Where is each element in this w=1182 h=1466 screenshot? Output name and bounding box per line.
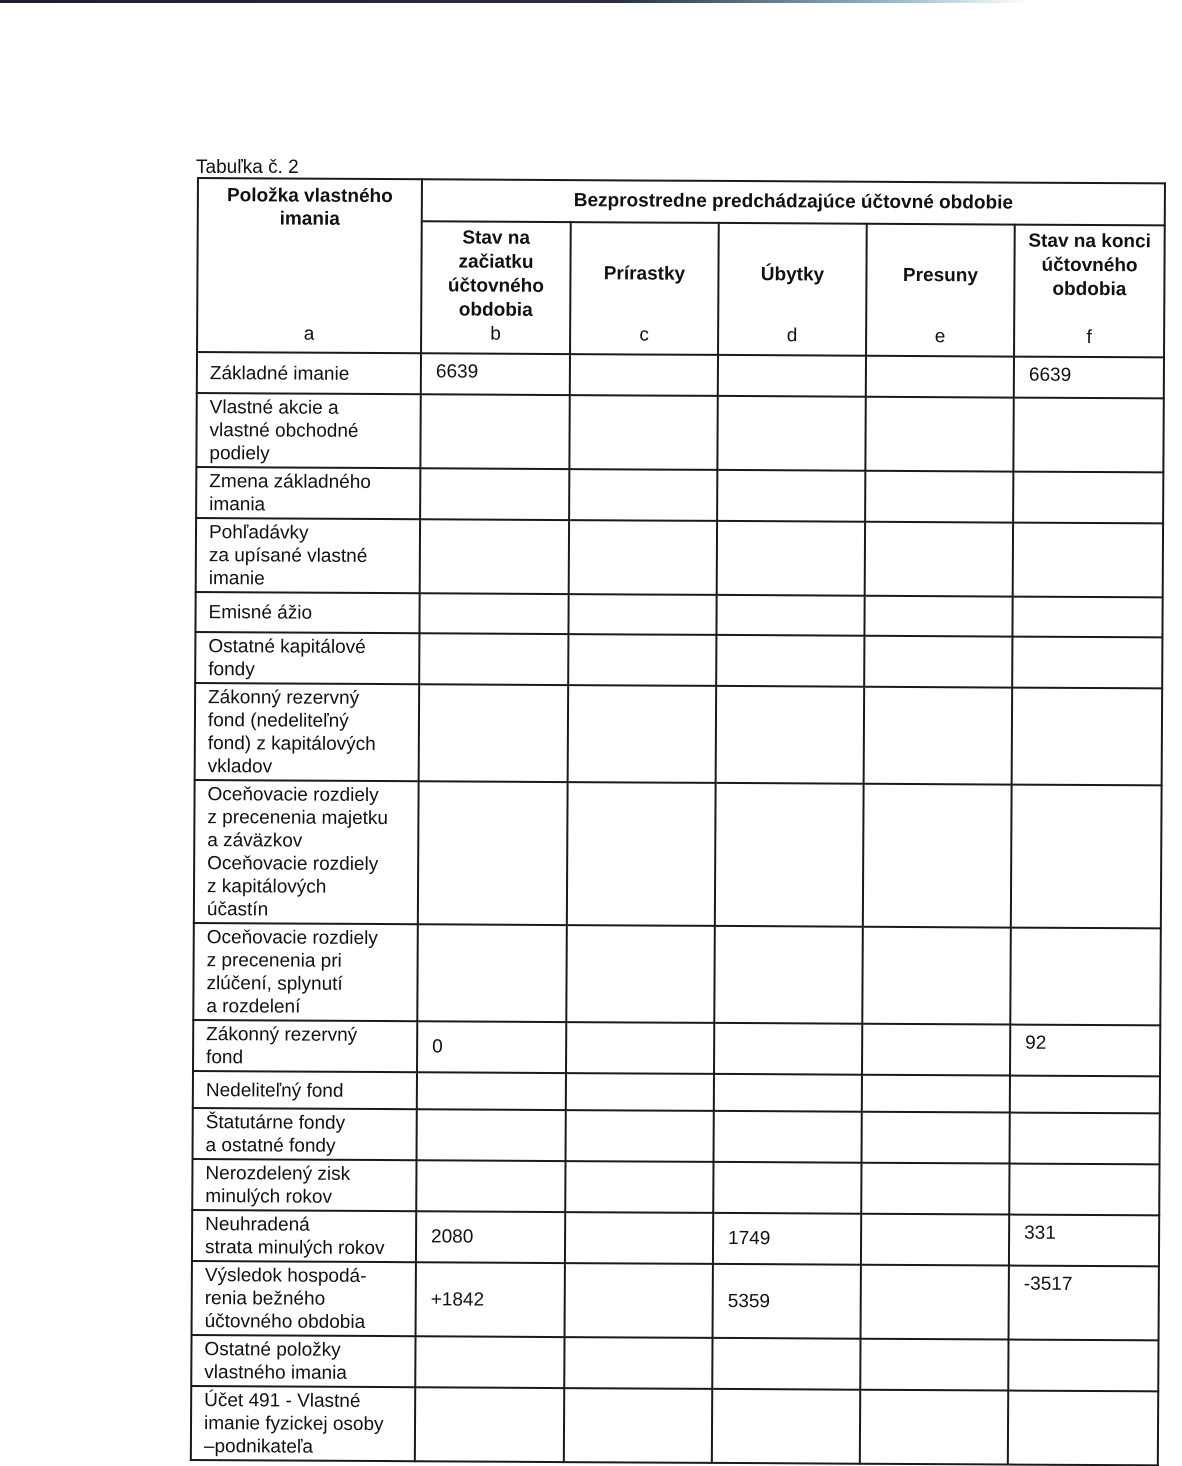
table-row xyxy=(192,1210,1159,1266)
cell-c xyxy=(566,1022,714,1074)
table-row xyxy=(195,683,1163,785)
cell-c xyxy=(565,1212,713,1264)
header-col-d xyxy=(718,223,867,356)
cell-f: 331 xyxy=(1009,1215,1159,1267)
cell-c xyxy=(567,782,716,926)
cell-f: 6639 xyxy=(1014,357,1164,399)
cell-f xyxy=(1008,1391,1158,1466)
row-item-label: Štatutárne fondy a ostatné fondy xyxy=(193,1108,417,1160)
cell-c xyxy=(568,634,716,686)
cell-c xyxy=(566,925,715,1023)
row-item-label: Nedeliteľný fond xyxy=(193,1071,417,1109)
cell-e xyxy=(862,1112,1010,1164)
cell-d: 5359 xyxy=(713,1264,861,1339)
table-row xyxy=(193,1108,1160,1164)
table-row xyxy=(195,592,1162,637)
cell-c xyxy=(568,685,717,783)
table-row xyxy=(195,632,1162,688)
row-item-label: Oceňovacie rozdiely z precenenia pri zlúčení, splynutí a rozdelení xyxy=(193,923,418,1021)
header-col-label: Presuny xyxy=(902,264,979,287)
cell-b xyxy=(415,1387,564,1462)
cell-e xyxy=(862,927,1011,1025)
cell-c xyxy=(568,594,716,635)
header-col-b xyxy=(421,221,571,354)
row-item-label: Neuhradená strata minulých rokov xyxy=(192,1210,416,1262)
column-letter: e xyxy=(934,326,946,348)
cell-c xyxy=(566,1110,714,1162)
cell-b xyxy=(420,394,569,469)
row-item-label: Vlastné akcie a vlastné obchodné podiely xyxy=(196,393,420,468)
table-row xyxy=(193,923,1161,1025)
table-row xyxy=(197,352,1164,398)
cell-f: -3517 xyxy=(1009,1266,1159,1341)
row-item-label: Ostatné položky vlastného imania xyxy=(191,1335,415,1387)
cell-b xyxy=(419,593,568,634)
cell-b xyxy=(417,924,567,1022)
cell-e xyxy=(863,784,1012,928)
cell-c xyxy=(570,354,718,396)
cell-b: 6639 xyxy=(421,353,570,395)
cell-b xyxy=(418,781,568,925)
cell-f xyxy=(1008,1340,1158,1392)
header-item-label: Položka vlastného imania xyxy=(226,185,393,230)
scan-edge xyxy=(0,0,1030,3)
row-item-label: Oceňovacie rozdiely z precenenia majetku a záväzkov Oceňovacie rozdiely z kapitálových účastín xyxy=(194,780,419,924)
cell-d xyxy=(714,926,863,1024)
cell-f xyxy=(1009,1164,1159,1216)
cell-d xyxy=(712,1389,860,1464)
cell-b xyxy=(417,1072,566,1110)
cell-b xyxy=(419,684,569,782)
cell-e xyxy=(865,522,1013,597)
cell-d xyxy=(713,1162,861,1214)
header-col-e xyxy=(866,224,1015,357)
table-row xyxy=(193,1071,1160,1113)
cell-e xyxy=(864,687,1013,785)
cell-d xyxy=(715,783,864,927)
header-item xyxy=(197,178,422,353)
row-item-label: Základné imanie xyxy=(197,352,421,394)
row-item-label: Emisné ážio xyxy=(195,592,419,633)
row-item-label: Výsledok hospodá- renia bežného účtovného obdobia xyxy=(192,1261,416,1336)
header-row-top xyxy=(198,178,1165,225)
cell-f: 92 xyxy=(1010,1025,1160,1077)
cell-d xyxy=(718,355,866,397)
table-row xyxy=(191,1335,1158,1391)
cell-d xyxy=(717,396,865,471)
cell-c xyxy=(569,395,717,470)
row-item-label: Ostatné kapitálové fondy xyxy=(195,632,419,684)
cell-f xyxy=(1011,785,1162,929)
cell-d xyxy=(716,686,865,784)
cell-e xyxy=(865,471,1013,523)
cell-d xyxy=(714,1111,862,1163)
header-col-label: Stav na začiatku účtovného obdobia xyxy=(447,227,544,321)
row-item-label: Účet 491 - Vlastné imanie fyzickej osoby –podnikateľa xyxy=(191,1386,415,1461)
cell-c xyxy=(564,1388,712,1463)
column-letter: f xyxy=(1086,326,1092,348)
cell-d xyxy=(717,470,865,522)
column-letter: b xyxy=(490,323,501,345)
cell-e xyxy=(864,636,1012,688)
column-letter: d xyxy=(786,325,798,347)
cell-e xyxy=(861,1163,1009,1215)
cell-e xyxy=(866,356,1014,398)
cell-e xyxy=(862,1024,1010,1076)
table-caption: Tabuľka č. 2 xyxy=(196,157,299,178)
header-col-label: Prírastky xyxy=(603,263,686,285)
table-row xyxy=(191,1386,1158,1465)
table-row xyxy=(192,1159,1159,1215)
column-letter: a xyxy=(303,323,315,345)
row-item-label: Zmena základného imania xyxy=(196,467,420,519)
table-row xyxy=(193,1020,1160,1076)
cell-b: 0 xyxy=(417,1021,566,1073)
cell-f xyxy=(1013,398,1163,473)
cell-d xyxy=(716,595,864,636)
cell-f xyxy=(1010,1113,1160,1165)
header-col-label: Stav na konci účtovného obdobia xyxy=(1028,230,1151,301)
cell-b xyxy=(420,468,569,520)
cell-e xyxy=(860,1339,1008,1391)
cell-b xyxy=(420,519,569,594)
cell-c xyxy=(569,520,717,595)
cell-d xyxy=(712,1338,860,1390)
row-item-label: Nerozdelený zisk minulých rokov xyxy=(192,1159,416,1211)
cell-e xyxy=(864,596,1012,637)
table-row xyxy=(196,467,1163,523)
cell-d: 1749 xyxy=(713,1213,861,1265)
cell-f xyxy=(1012,637,1162,689)
cell-c xyxy=(564,1337,712,1389)
cell-e xyxy=(862,1075,1010,1113)
cell-e xyxy=(861,1265,1009,1340)
cell-d xyxy=(714,1023,862,1075)
row-item-label: Zákonný rezervný fond xyxy=(193,1020,417,1072)
cell-f xyxy=(1012,688,1163,786)
cell-c xyxy=(565,1161,713,1213)
cell-f xyxy=(1010,1076,1160,1114)
cell-b xyxy=(417,1109,566,1161)
table-row xyxy=(194,780,1162,928)
table-row xyxy=(196,518,1163,597)
cell-d xyxy=(717,521,865,596)
cell-c xyxy=(569,469,717,521)
cell-e xyxy=(865,397,1013,472)
cell-d xyxy=(716,635,864,687)
table-row xyxy=(196,393,1163,472)
cell-f xyxy=(1010,928,1161,1026)
cell-c xyxy=(565,1263,713,1338)
cell-e xyxy=(860,1390,1008,1465)
header-col-f xyxy=(1014,225,1165,358)
cell-b: 2080 xyxy=(416,1211,565,1263)
cell-e xyxy=(861,1214,1009,1266)
cell-b xyxy=(415,1336,564,1388)
header-col-c xyxy=(570,222,719,355)
cell-f xyxy=(1013,523,1163,598)
cell-c xyxy=(566,1073,714,1111)
table-row xyxy=(192,1261,1159,1340)
cell-b: +1842 xyxy=(416,1262,565,1337)
cell-f xyxy=(1012,597,1162,638)
header-col-label: Úbytky xyxy=(760,264,825,286)
cell-f xyxy=(1013,472,1163,524)
equity-table xyxy=(190,177,1166,1466)
row-item-label: Pohľadávky za upísané vlastné imanie xyxy=(196,518,420,593)
cell-b xyxy=(416,1160,565,1212)
column-letter: c xyxy=(639,324,649,346)
cell-b xyxy=(419,633,568,685)
cell-d xyxy=(714,1074,862,1112)
row-item-label: Zákonný rezervný fond (nedeliteľný fond) z kapitálových vkladov xyxy=(195,683,420,781)
header-period: Bezprostredne predchádzajúce účtovné obdobie xyxy=(422,179,1165,225)
